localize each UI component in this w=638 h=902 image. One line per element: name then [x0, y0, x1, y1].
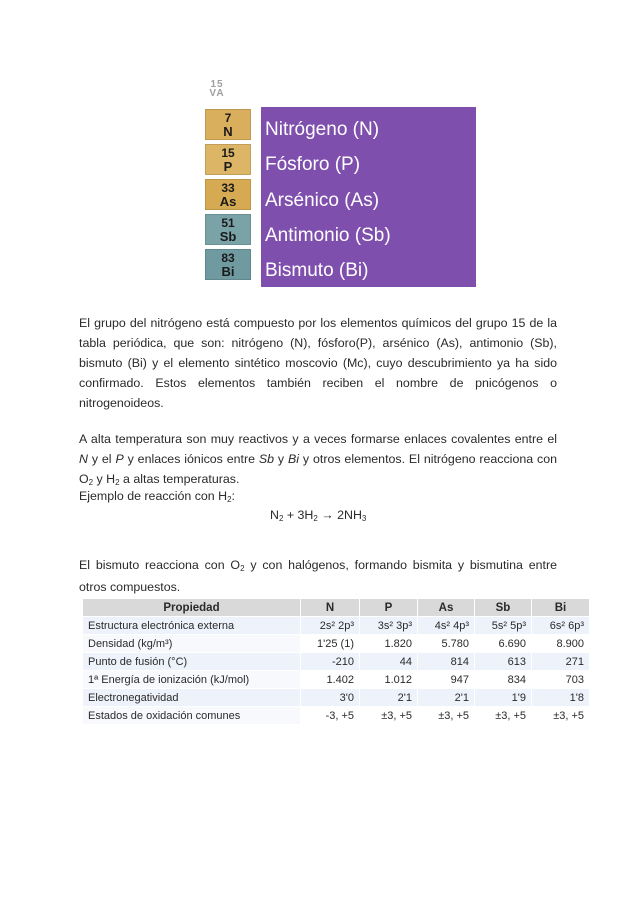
header-sb: Sb [475, 599, 532, 617]
subscript: 2 [278, 514, 284, 523]
text-run: : [231, 489, 235, 503]
text-run: y con halógenos, formando bismita y bismutina entre otros compuestos. [79, 558, 557, 594]
value-cell: 703 [532, 671, 590, 689]
value-cell: 1.012 [360, 671, 418, 689]
group-label: VA [209, 88, 225, 99]
header-n: N [301, 599, 360, 617]
subscript: 2 [313, 514, 318, 523]
text-run: a altas temperaturas. [119, 472, 240, 486]
value-cell: 44 [360, 653, 418, 671]
table-row [83, 671, 590, 689]
subscript: 2 [115, 478, 120, 487]
atomic-number: 51 [221, 216, 235, 230]
value-cell: 8.900 [532, 635, 590, 653]
table-row [83, 707, 590, 725]
group-header [197, 80, 237, 98]
subscript: 2 [240, 564, 245, 573]
value-cell: 1.820 [360, 635, 418, 653]
element-name-bi: Bismuto (Bi) [265, 260, 369, 281]
value-cell: 834 [475, 671, 532, 689]
atomic-number: 7 [224, 111, 232, 125]
element-column [205, 109, 251, 284]
reaction-equation [270, 508, 366, 522]
text-run: N [270, 508, 279, 522]
subscript: 2 [227, 495, 232, 504]
example-label [79, 486, 557, 508]
element-name-p: Fósforo (P) [265, 154, 361, 175]
header-p: P [360, 599, 418, 617]
value-cell: 6s² 6p³ [532, 617, 590, 635]
property-cell: Densidad (kg/m³) [83, 635, 301, 653]
value-cell: 613 [475, 653, 532, 671]
header-as: As [418, 599, 475, 617]
subscript: 3 [361, 514, 367, 523]
text-run: y H [93, 472, 116, 486]
property-cell: Estados de oxidación comunes [83, 707, 301, 725]
table-row [83, 653, 590, 671]
value-cell: ±3, +5 [532, 707, 590, 725]
value-cell: 814 [418, 653, 475, 671]
text-run: y enlaces iónicos entre [123, 452, 259, 466]
reactivity-paragraph [79, 429, 557, 491]
italic-symbol: Sb [258, 452, 275, 466]
text-run: y el [87, 452, 116, 466]
element-name-as: Arsénico (As) [265, 190, 380, 211]
element-cell-n [205, 109, 251, 140]
value-cell: -3, +5 [301, 707, 360, 725]
property-cell: Punto de fusión (°C) [83, 653, 301, 671]
value-cell: 2'1 [418, 689, 475, 707]
header-bi: Bi [532, 599, 590, 617]
group-number: 15 [210, 79, 224, 90]
element-cell-as [205, 179, 251, 210]
subscript: 2 [88, 478, 94, 487]
value-cell: 2s² 2p³ [301, 617, 360, 635]
value-cell: 1'9 [475, 689, 532, 707]
value-cell: 4s² 4p³ [418, 617, 475, 635]
table-header-row [83, 599, 590, 617]
text-run: y [274, 452, 288, 466]
value-cell: ±3, +5 [418, 707, 475, 725]
text-run: y otros elementos. El nitrógeno reacciona con O [79, 452, 557, 486]
element-symbol: N [223, 124, 233, 139]
element-cell-bi [205, 249, 251, 280]
value-cell: 1.402 [301, 671, 360, 689]
table-row [83, 689, 590, 707]
header-property: Propiedad [83, 599, 301, 617]
value-cell: ±3, +5 [475, 707, 532, 725]
text-run: → 2NH [317, 508, 362, 522]
element-name-sb: Antimonio (Sb) [265, 225, 391, 246]
text-run: + 3H [283, 508, 314, 522]
property-cell: Electronegatividad [83, 689, 301, 707]
italic-symbol: P [115, 452, 124, 466]
group-15-figure [195, 80, 476, 287]
element-name-n: Nitrógeno (N) [265, 119, 380, 140]
atomic-number: 83 [221, 251, 235, 265]
value-cell: 3s² 3p³ [360, 617, 418, 635]
text-run: Ejemplo de reacción con H [79, 489, 228, 503]
italic-symbol: N [79, 452, 88, 466]
value-cell: 5.780 [418, 635, 475, 653]
value-cell: 6.690 [475, 635, 532, 653]
properties-table [82, 598, 590, 725]
bismuth-paragraph [79, 555, 557, 597]
intro-paragraph: El grupo del nitrógeno está compuesto por los elementos químicos del grupo 15 de la tabla periódica, que son: nitrógeno (N), fósforo(P), arsénico (As), antimonio (Sb), bismuto (Bi) y el elemento sintético moscovio (Mc), cuyo descubrimiento ya ha sido confirmado. Estos elementos también reciben el nombre de pnicógenos o nitrogenoideos. [79, 316, 557, 410]
property-cell: Estructura electrónica externa [83, 617, 301, 635]
value-cell: 5s² 5p³ [475, 617, 532, 635]
atomic-number: 15 [221, 146, 235, 160]
element-symbol: Sb [219, 229, 237, 244]
value-cell: 2'1 [360, 689, 418, 707]
value-cell: 3'0 [301, 689, 360, 707]
value-cell: ±3, +5 [360, 707, 418, 725]
value-cell: 271 [532, 653, 590, 671]
text-run: A alta temperatura son muy reactivos y a veces formarse enlaces covalentes entre el [79, 432, 557, 446]
element-names-panel [261, 107, 476, 287]
text-run: El bismuto reacciona con O [79, 558, 241, 572]
value-cell: -210 [301, 653, 360, 671]
table-row [83, 617, 590, 635]
property-cell: 1ª Energía de ionización (kJ/mol) [83, 671, 301, 689]
table-body [83, 617, 590, 725]
value-cell: 947 [418, 671, 475, 689]
atomic-number: 33 [221, 181, 235, 195]
element-cell-sb [205, 214, 251, 245]
element-symbol: As [219, 194, 237, 209]
italic-symbol: Bi [288, 452, 300, 466]
value-cell: 1'8 [532, 689, 590, 707]
element-symbol: P [223, 159, 233, 174]
element-cell-p [205, 144, 251, 175]
element-symbol: Bi [221, 264, 235, 279]
table-row [83, 635, 590, 653]
value-cell: 1'25 (1) [301, 635, 360, 653]
